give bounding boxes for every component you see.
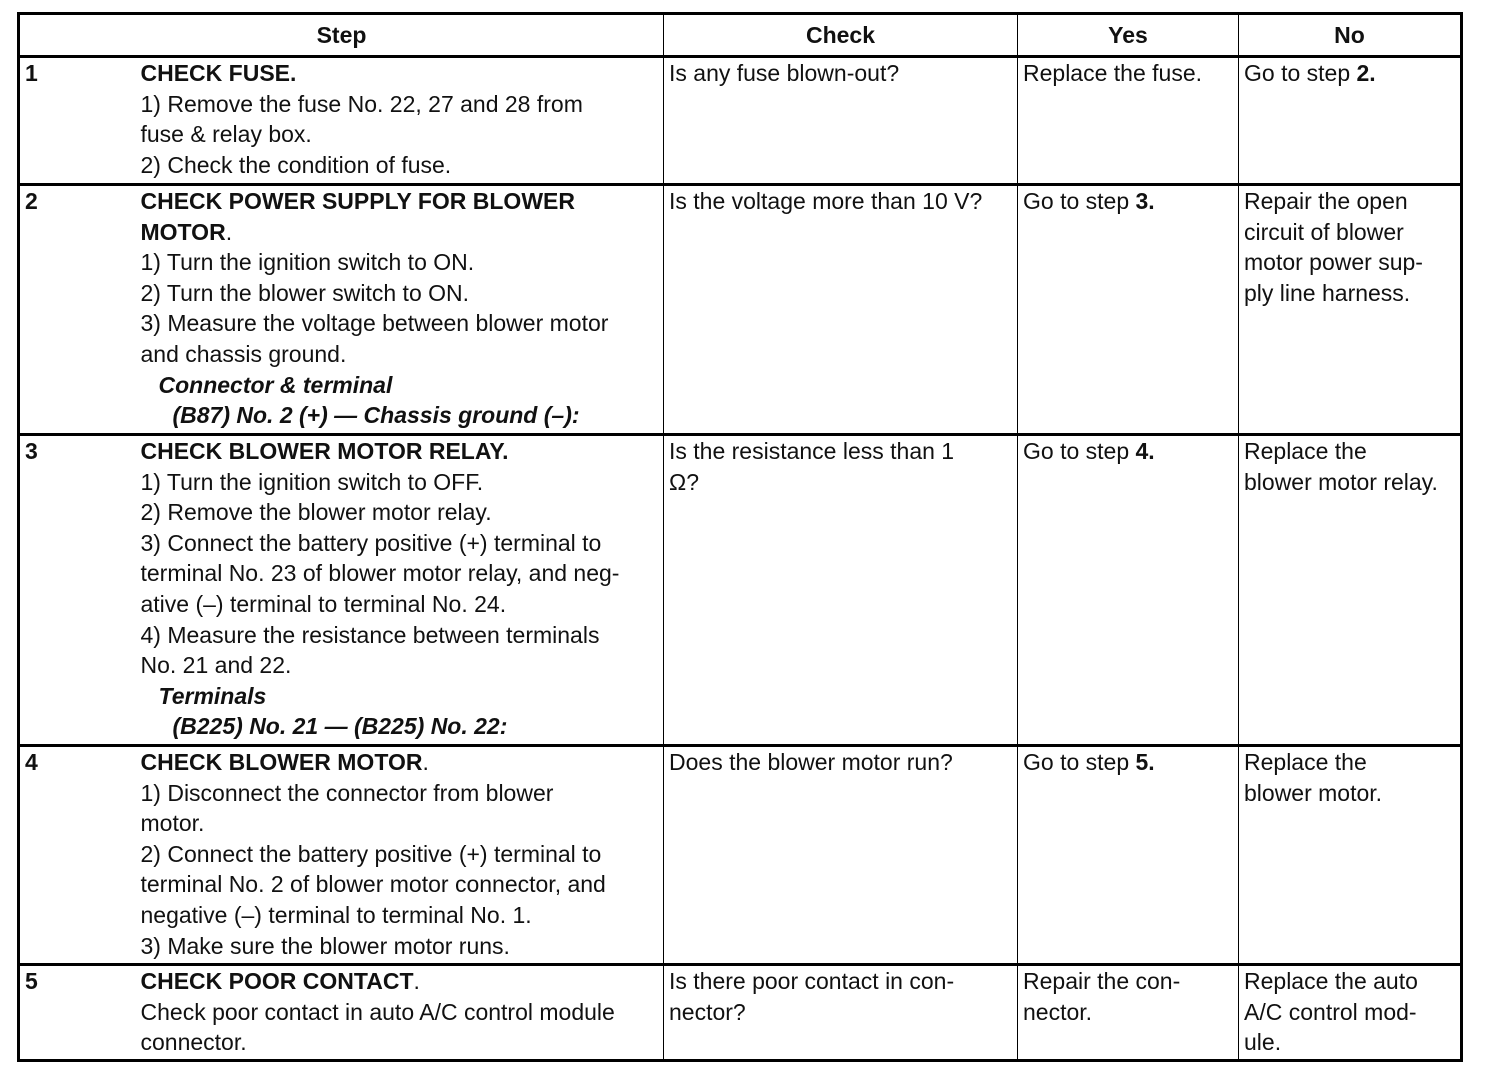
- check-line: nector?: [669, 998, 746, 1025]
- title-suffix: .: [413, 968, 420, 994]
- check-line: Is the resistance less than 1: [669, 438, 955, 464]
- step-line: connector.: [140, 1029, 247, 1056]
- table-row: [19, 57, 1462, 185]
- no-line: ply line harness.: [1244, 279, 1411, 306]
- check-cell: [664, 965, 1018, 1061]
- title-suffix: .: [225, 218, 233, 245]
- step-title: CHECK BLOWER MOTOR: [140, 749, 423, 775]
- step-description: [141, 435, 664, 746]
- step-title: CHECK FUSE.: [140, 60, 297, 86]
- step-line: 3) Make sure the blower motor runs.: [140, 932, 510, 959]
- no-cell: [1239, 746, 1462, 965]
- no-line: blower motor.: [1244, 779, 1383, 806]
- no-line: circuit of blower: [1244, 218, 1404, 245]
- step-line: 2) Connect the battery positive (+) terminal to: [140, 840, 602, 867]
- no-text: Go to step: [1244, 60, 1357, 86]
- yes-step-ref: 3.: [1135, 188, 1155, 214]
- step-line: negative (–) terminal to terminal No. 1.: [140, 901, 532, 928]
- step-description: [141, 185, 664, 435]
- check-cell: [664, 185, 1018, 435]
- header-check: Check: [664, 14, 1018, 57]
- check-cell: [664, 57, 1018, 185]
- step-line: 2) Remove the blower motor relay.: [140, 499, 492, 526]
- no-line: ule.: [1244, 1029, 1282, 1056]
- yes-line: nector.: [1023, 998, 1093, 1025]
- header-no: No: [1239, 14, 1462, 57]
- title-suffix: .: [422, 749, 429, 775]
- check-text: Is the voltage more than 10 V?: [669, 188, 983, 214]
- step-line: 2) Turn the blower switch to ON.: [140, 279, 470, 306]
- header-yes: Yes: [1018, 14, 1239, 57]
- table-row: [19, 746, 1462, 965]
- header-row: [19, 14, 1462, 57]
- table-row: [19, 185, 1462, 435]
- step-title: CHECK BLOWER MOTOR RELAY.: [140, 438, 509, 464]
- table-row: [19, 965, 1462, 1061]
- spec-value: (B87) No. 2 (+) — Chassis ground (–):: [172, 402, 580, 429]
- no-line: A/C control mod-: [1244, 998, 1417, 1025]
- troubleshooting-table: [17, 12, 1463, 1062]
- yes-step-ref: 5.: [1135, 749, 1155, 775]
- yes-step-ref: 4.: [1135, 438, 1155, 464]
- yes-text: Go to step: [1023, 438, 1136, 464]
- step-line: Check poor contact in auto A/C control module: [140, 998, 615, 1025]
- step-line: 1) Turn the ignition switch to OFF.: [140, 468, 484, 495]
- no-line: Replace the auto: [1244, 968, 1418, 994]
- step-title: CHECK POWER SUPPLY FOR BLOWER: [140, 188, 575, 214]
- no-cell: [1239, 185, 1462, 435]
- step-line: 3) Measure the voltage between blower motor: [140, 310, 609, 337]
- yes-line: Repair the con-: [1023, 968, 1181, 994]
- check-cell: [664, 746, 1018, 965]
- check-line: Ω?: [669, 468, 699, 495]
- step-line: 3) Connect the battery positive (+) terminal to: [140, 529, 602, 556]
- step-line: terminal No. 23 of blower motor relay, and neg-: [140, 560, 620, 587]
- step-line: 2) Check the condition of fuse.: [140, 151, 452, 178]
- no-line: blower motor relay.: [1244, 468, 1438, 495]
- step-number: 4: [19, 746, 141, 965]
- yes-text: Go to step: [1023, 749, 1136, 775]
- step-line: 1) Disconnect the connector from blower: [140, 779, 554, 806]
- no-line: Repair the open: [1244, 188, 1408, 214]
- no-line: motor power sup-: [1244, 249, 1423, 276]
- check-text: Does the blower motor run?: [669, 749, 953, 775]
- spec-label: Terminals: [158, 682, 267, 709]
- step-description: [141, 57, 664, 185]
- check-cell: [664, 435, 1018, 746]
- step-line: 4) Measure the resistance between terminals: [140, 621, 600, 648]
- no-line: Replace the: [1244, 438, 1367, 464]
- step-line: No. 21 and 22.: [140, 652, 292, 679]
- no-cell: [1239, 57, 1462, 185]
- yes-text: Go to step: [1023, 188, 1136, 214]
- spec-value: (B225) No. 21 — (B225) No. 22:: [172, 713, 508, 740]
- step-number: 3: [19, 435, 141, 746]
- no-line: Replace the: [1244, 749, 1367, 775]
- check-text: Is any fuse blown-out?: [669, 60, 900, 86]
- spec-label: Connector & terminal: [158, 371, 393, 398]
- header-step: Step: [19, 14, 664, 57]
- yes-cell: [1018, 435, 1239, 746]
- step-line: motor.: [140, 810, 205, 837]
- no-cell: [1239, 965, 1462, 1061]
- yes-cell: [1018, 965, 1239, 1061]
- step-number: 5: [19, 965, 141, 1061]
- check-line: Is there poor contact in con-: [669, 968, 955, 994]
- table-row: [19, 435, 1462, 746]
- yes-cell: [1018, 746, 1239, 965]
- step-title-cont: MOTOR: [140, 218, 226, 245]
- step-line: 1) Turn the ignition switch to ON.: [140, 249, 475, 276]
- step-description: [141, 965, 664, 1061]
- step-number: 2: [19, 185, 141, 435]
- step-line: 1) Remove the fuse No. 22, 27 and 28 from: [140, 90, 583, 117]
- step-line: fuse & relay box.: [140, 121, 312, 148]
- step-line: terminal No. 2 of blower motor connector, and: [140, 871, 606, 898]
- step-number: 1: [19, 57, 141, 185]
- yes-cell: [1018, 57, 1239, 185]
- no-step-ref: 2.: [1356, 60, 1376, 86]
- step-description: [141, 746, 664, 965]
- yes-text: Replace the fuse.: [1023, 60, 1203, 86]
- step-line: and chassis ground.: [140, 340, 347, 367]
- step-line: ative (–) terminal to terminal No. 24.: [140, 590, 507, 617]
- step-title: CHECK POOR CONTACT: [140, 968, 414, 994]
- yes-cell: [1018, 185, 1239, 435]
- no-cell: [1239, 435, 1462, 746]
